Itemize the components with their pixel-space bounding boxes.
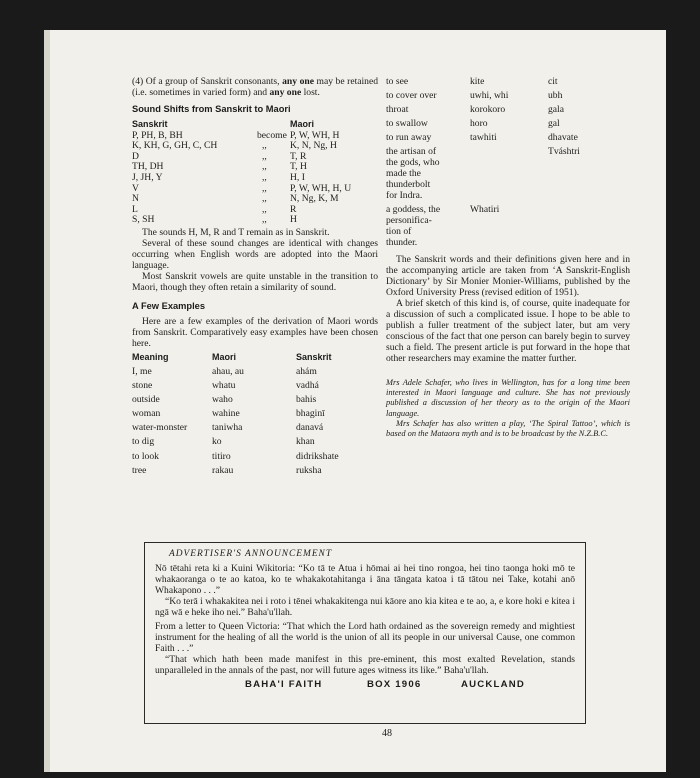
word-sanskrit: gal bbox=[548, 118, 560, 129]
goddess-entry bbox=[386, 204, 630, 252]
example-maori: waho bbox=[212, 393, 233, 405]
examples-intro: Here are a few examples of the derivation of Maori words from Sanskrit. Comparatively easy examples have been chosen here. bbox=[132, 315, 378, 349]
intro-text-3: lost. bbox=[303, 87, 320, 98]
word-sanskrit: cit bbox=[548, 76, 558, 87]
col-header-meaning: Meaning bbox=[132, 351, 169, 362]
word-row bbox=[386, 104, 630, 118]
left-paragraph: Most Sanskrit vowels are quite unstable in the transition to Maori, though they often retain a similarity of sound. bbox=[132, 270, 378, 293]
shift-arrow: ,, bbox=[262, 171, 267, 183]
shift-sanskrit: D bbox=[132, 150, 139, 162]
right-paragraph: The Sanskrit words and their definitions given here and in the accompanying article are taken from ‘A Sanskrit-English Dictionary’ by Sir Monier Monier-Williams, published by the Oxford University Press (revised edition of 1951). bbox=[386, 254, 630, 298]
artisan-line: the gods, who bbox=[386, 157, 440, 168]
word-sanskrit: ubh bbox=[548, 90, 563, 101]
artisan-line: the artisan of bbox=[386, 146, 437, 157]
sound-shift-row bbox=[132, 193, 378, 204]
shift-arrow: ,, bbox=[262, 161, 267, 173]
example-meaning: I, me bbox=[132, 365, 152, 377]
sound-shift-row bbox=[132, 161, 378, 172]
example-row bbox=[132, 465, 378, 479]
sound-shifts-heading: Sound Shifts from Sanskrit to Maori bbox=[132, 104, 291, 114]
example-sanskrit: bhaginī bbox=[296, 408, 325, 420]
goddess-line: thunder. bbox=[386, 237, 418, 248]
shift-maori: P, W, WH, H, U bbox=[290, 182, 352, 194]
intro-text-1: (4) Of a group of Sanskrit consonants, bbox=[132, 76, 280, 87]
page-gutter bbox=[44, 30, 50, 772]
shift-maori: H bbox=[290, 214, 297, 226]
shift-sanskrit: P, PH, B, BH bbox=[132, 129, 183, 141]
shift-sanskrit: J, JH, Y bbox=[132, 171, 163, 183]
shift-maori: T, H bbox=[290, 161, 307, 173]
left-column bbox=[132, 76, 378, 479]
word-english: throat bbox=[386, 104, 409, 115]
example-sanskrit: bahis bbox=[296, 393, 317, 405]
shift-sanskrit: V bbox=[132, 182, 139, 194]
goddess-line: personifica- bbox=[386, 215, 432, 226]
shift-maori: N, Ng, K, M bbox=[290, 193, 339, 205]
intro-bold-1: any one bbox=[282, 76, 314, 87]
example-sanskrit: khan bbox=[296, 436, 315, 448]
sound-shift-row bbox=[132, 214, 378, 225]
shift-maori: H, I bbox=[290, 171, 305, 183]
shift-arrow: become bbox=[257, 129, 287, 141]
artisan-meaning bbox=[386, 146, 466, 201]
example-maori: taniwha bbox=[212, 422, 243, 434]
examples-header-row bbox=[132, 352, 378, 363]
example-row bbox=[132, 451, 378, 465]
author-note-paragraph: Mrs Adele Schafer, who lives in Wellington, has for a long time been interested in Maori language and culture. She has not previously published a discussion of her theory as to the origin of the Maori language. bbox=[386, 378, 630, 418]
col-header-maori: Maori bbox=[212, 351, 237, 362]
shift-arrow: ,, bbox=[262, 182, 267, 194]
goddess-meaning bbox=[386, 204, 466, 248]
word-english: to see bbox=[386, 76, 409, 87]
page-number: 48 bbox=[382, 728, 392, 739]
sound-shift-row bbox=[132, 140, 378, 151]
shift-arrow: ,, bbox=[262, 150, 267, 162]
shift-sanskrit: K, KH, G, GH, C, CH bbox=[132, 140, 218, 152]
word-maori: kite bbox=[470, 76, 485, 87]
intro-paragraph bbox=[132, 76, 378, 98]
example-meaning: stone bbox=[132, 379, 153, 391]
right-paragraph: A brief sketch of this kind is, of course, quite inadequate for a discussion of such a complicated issue. I hope to be able to publish a fuller treatment of the subject later, but am very conscious of the fact that one person can barely begin to survey such a field. The present article is put forward in the hope that other researchers may examine the matter further. bbox=[386, 298, 630, 364]
author-note-paragraph: Mrs Schafer has also written a play, ‘The Spiral Tattoo’, which is based on the Mataora myth and is to be broadcast by the N.Z.B.C. bbox=[386, 418, 630, 439]
shift-arrow: ,, bbox=[262, 214, 267, 226]
col-header-sanskrit: Sanskrit bbox=[132, 119, 168, 129]
word-row bbox=[386, 76, 630, 90]
goddess-maori: Whatiri bbox=[470, 204, 500, 215]
author-note bbox=[386, 378, 630, 439]
goddess-line: tion of bbox=[386, 226, 412, 237]
word-maori: horo bbox=[470, 118, 488, 129]
shift-maori: R bbox=[290, 203, 297, 215]
sound-shift-row bbox=[132, 172, 378, 183]
artisan-line: thunderbolt bbox=[386, 179, 431, 190]
example-row bbox=[132, 366, 378, 380]
word-row bbox=[386, 90, 630, 104]
word-sanskrit: dhavate bbox=[548, 132, 578, 143]
word-english: to cover over bbox=[386, 90, 437, 101]
shift-arrow: ,, bbox=[262, 140, 267, 152]
shift-sanskrit: N bbox=[132, 193, 139, 205]
example-row bbox=[132, 436, 378, 450]
right-column bbox=[386, 76, 630, 439]
ad-footer-city: AUCKLAND bbox=[461, 679, 525, 690]
ad-paragraph: From a letter to Queen Victoria: “That which the Lord hath ordained as the sovereign remedy and mightiest instrument for the healing of all the world is the union of all its people in our universal Cause, one common Faith . . .” bbox=[155, 621, 575, 654]
word-sanskrit: gala bbox=[548, 104, 564, 115]
sound-shift-row bbox=[132, 204, 378, 215]
left-paragraph: Several of these sound changes are identical with changes occurring when English words are adopted into the Maori language. bbox=[132, 237, 378, 271]
word-row bbox=[386, 118, 630, 132]
example-meaning: to dig bbox=[132, 436, 155, 448]
ad-title: ADVERTISER'S ANNOUNCEMENT bbox=[169, 549, 333, 559]
example-row bbox=[132, 380, 378, 394]
example-sanskrit: vadhá bbox=[296, 379, 319, 391]
left-paragraph: The sounds H, M, R and T remain as in Sanskrit. bbox=[142, 226, 330, 238]
example-maori: ko bbox=[212, 436, 222, 448]
example-meaning: to look bbox=[132, 450, 159, 462]
shift-maori: T, R bbox=[290, 150, 307, 162]
example-row bbox=[132, 422, 378, 436]
word-english: to swallow bbox=[386, 118, 428, 129]
shift-sanskrit: S, SH bbox=[132, 214, 155, 226]
col-header-sanskrit: Sanskrit bbox=[296, 351, 332, 362]
ad-paragraph: “Ko terā i whakakitea nei i roto i tēnei whakakitenga nui kāore ano kia kitea e te ao, a, e kore hoki e kitea i ngā wā e heke iho nei.” Baha'u'llah. bbox=[155, 596, 575, 618]
ad-paragraph: “That which hath been made manifest in this pre-eminent, this most exalted Revelation, stands unparalleled in the annals of the past, nor will future ages witness its like.” Baha'u'llah. bbox=[155, 654, 575, 676]
sound-shifts-header-row bbox=[132, 119, 378, 130]
word-row bbox=[386, 132, 630, 146]
ad-footer-box: BOX 1906 bbox=[367, 679, 422, 690]
word-list bbox=[386, 76, 630, 146]
shift-arrow: ,, bbox=[262, 203, 267, 215]
example-meaning: outside bbox=[132, 393, 160, 405]
sound-shift-row bbox=[132, 183, 378, 194]
example-maori: ahau, au bbox=[212, 365, 244, 377]
example-maori: wahine bbox=[212, 408, 240, 420]
ad-paragraph: Nō tētahi reta ki a Kuini Wikitoria: “Ko tā te Atua i hōmai ai hei tino rongoa, hei tino taonga hoki mō te whakaoranga o te ao katoa, ko te whakakotahitanga i āna tāngata katoa i tā tātou nei Take, kotahi anō Whakapono . . .” bbox=[155, 563, 575, 596]
examples-heading: A Few Examples bbox=[132, 300, 206, 311]
word-maori: korokoro bbox=[470, 104, 506, 115]
word-maori: uwhi, whi bbox=[470, 90, 509, 101]
examples-table bbox=[132, 366, 378, 480]
example-row bbox=[132, 394, 378, 408]
artisan-line: for Indra. bbox=[386, 190, 423, 201]
col-header-maori: Maori bbox=[290, 119, 315, 129]
sound-shifts-table bbox=[132, 130, 378, 225]
sound-shift-row bbox=[132, 130, 378, 141]
magazine-page bbox=[44, 30, 666, 772]
shift-arrow: ,, bbox=[262, 193, 267, 205]
word-english: to run away bbox=[386, 132, 432, 143]
example-maori: titiro bbox=[212, 450, 231, 462]
example-row bbox=[132, 408, 378, 422]
example-meaning: tree bbox=[132, 464, 147, 476]
example-maori: rakau bbox=[212, 464, 234, 476]
artisan-entry bbox=[386, 146, 630, 201]
example-sanskrit: didrikshate bbox=[296, 450, 339, 462]
example-sanskrit: danavá bbox=[296, 422, 324, 434]
example-sanskrit: ahám bbox=[296, 365, 317, 377]
example-meaning: water-monster bbox=[132, 422, 188, 434]
shift-sanskrit: L bbox=[132, 203, 138, 215]
sound-shift-row bbox=[132, 151, 378, 162]
intro-text-2: may be retained (i.e. sometimes in varied form) and bbox=[132, 76, 379, 98]
artisan-sanskrit: Tváshtri bbox=[548, 146, 580, 157]
ad-footer-org: BAHA'I FAITH bbox=[245, 679, 323, 690]
goddess-line: a goddess, the bbox=[386, 204, 441, 215]
example-sanskrit: ruksha bbox=[296, 464, 322, 476]
shift-sanskrit: TH, DH bbox=[132, 161, 164, 173]
artisan-line: made the bbox=[386, 168, 421, 179]
example-meaning: woman bbox=[132, 408, 161, 420]
ad-footer bbox=[155, 679, 575, 691]
word-maori: tawhiti bbox=[470, 132, 497, 143]
example-maori: whatu bbox=[212, 379, 236, 391]
advertiser-announcement-box bbox=[144, 542, 586, 724]
shift-maori: K, N, Ng, H bbox=[290, 140, 337, 152]
intro-bold-2: any one bbox=[269, 87, 302, 98]
shift-maori: P, W, WH, H bbox=[290, 129, 340, 141]
